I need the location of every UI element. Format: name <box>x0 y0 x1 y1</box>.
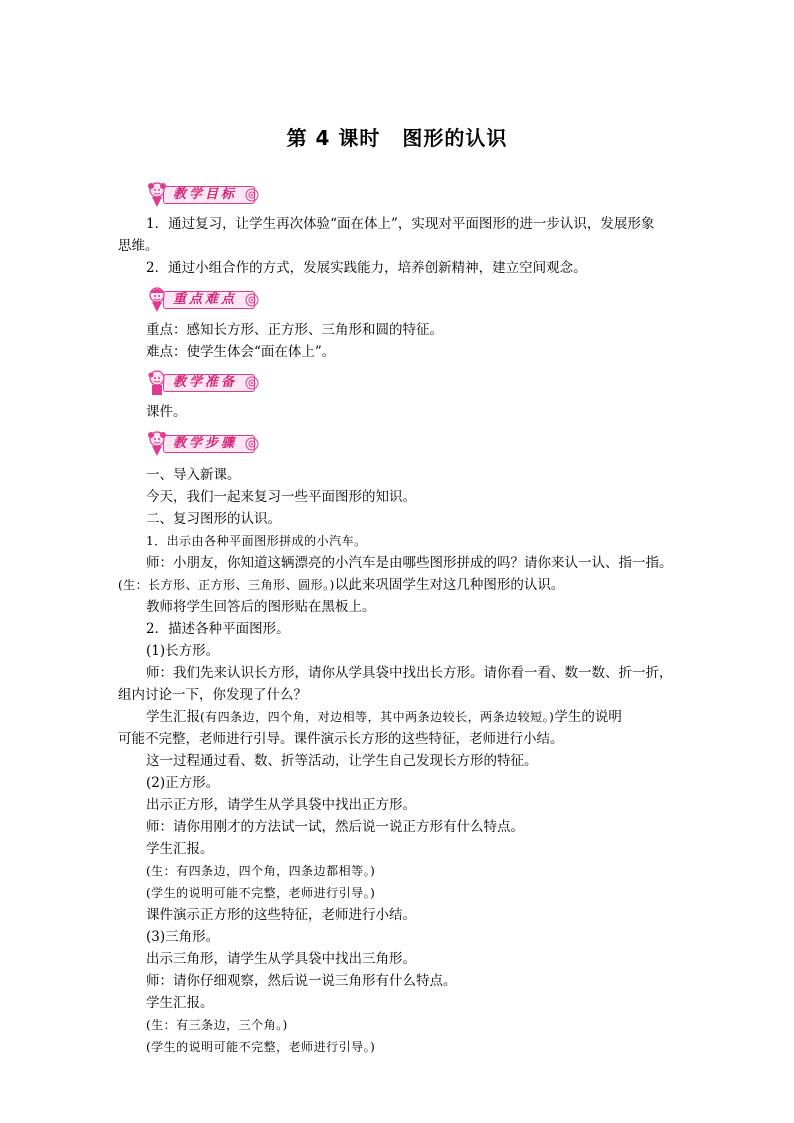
section-title-goals: 教学目标 <box>173 187 238 202</box>
text-line: (学生的说明可能不完整，老师进行引导。) <box>146 1040 376 1054</box>
text-line: 学生汇报(有四条边，四个角，对边相等，其中两条边较长，两条边较短。)学生的说明 <box>146 709 622 725</box>
text-line: 1．出示由各种平面图形拼成的小汽车。 <box>146 534 367 548</box>
text-line: (生：有三条边，三个角。) <box>146 1018 288 1032</box>
section-badge-steps <box>147 432 259 456</box>
text-line: 2．描述各种平面图形。 <box>146 621 290 637</box>
text-line: 学生汇报。 <box>146 995 214 1011</box>
section-title-keypoints: 重点难点 <box>173 292 238 307</box>
girl-mascot-icon <box>147 430 171 458</box>
student-answer: (生：长方形、正方形、三角形、圆形。) <box>118 578 335 592</box>
lesson-number: 第 4 课时 <box>286 126 381 150</box>
text-line: 今天，我们一起来复习一些平面图形的知识。 <box>146 489 416 505</box>
section-badge-goals <box>147 183 259 207</box>
text-line: 师：小朋友，你知道这辆漂亮的小汽车是由哪些图形拼成的吗？请你来认一认、指一指。 <box>146 555 673 571</box>
text-line: 1．通过复习，让学生再次体验“面在体上”，实现对平面图形的进一步认识，发展形象 <box>146 216 655 232</box>
text-line: 教师将学生回答后的图形贴在黑板上。 <box>146 599 376 615</box>
text-line: 这一过程通过看、数、折等活动，让学生自己发现长方形的特征。 <box>146 753 538 769</box>
girl-mascot-icon <box>147 286 171 314</box>
section-title-steps: 教学步骤 <box>173 436 238 451</box>
target-icon <box>245 293 259 307</box>
page-title <box>0 122 794 151</box>
text-line: 难点：使学生体会“面在体上”。 <box>146 344 336 360</box>
text-line: 二、复习图形的认识。 <box>146 511 281 527</box>
text-line: (生：有四条边，四个角，四条边都相等。) <box>146 864 376 878</box>
text-line: 组内讨论一下，你发现了什么？ <box>118 687 307 703</box>
target-icon <box>245 188 259 202</box>
target-icon <box>245 437 259 451</box>
text-line: 学生汇报。 <box>146 841 214 857</box>
text-line: 课件演示正方形的这些特征，老师进行小结。 <box>146 907 416 923</box>
text-line: 重点：感知长方形、正方形、三角形和圆的特征。 <box>146 322 443 338</box>
text-line: (3)三角形。 <box>146 929 220 945</box>
text-line: (生：长方形、正方形、三角形、圆形。)以此来巩固学生对这几种图形的认识。 <box>118 577 565 593</box>
text-line: 出示三角形，请学生从学具袋中找出三角形。 <box>146 951 416 967</box>
text-line: 2．通过小组合作的方式，发展实践能力，培养创新精神，建立空间观念。 <box>146 260 587 276</box>
lesson-topic: 图形的认识 <box>402 126 508 150</box>
text-line: (1)长方形。 <box>146 643 220 659</box>
girl-mascot-icon <box>147 181 171 209</box>
text-line: 课件。 <box>146 404 187 420</box>
text-line: 思维。 <box>118 238 159 254</box>
text-line: (学生的说明可能不完整，老师进行引导。) <box>146 886 376 900</box>
text-line: 出示正方形，请学生从学具袋中找出正方形。 <box>146 797 416 813</box>
section-title-prep: 教学准备 <box>173 375 238 390</box>
text-line: 师：请你用刚才的方法试一试，然后说一说正方形有什么特点。 <box>146 819 524 835</box>
text-line: 可能不完整，老师进行引导。课件演示长方形的这些特征，老师进行小结。 <box>118 731 564 747</box>
student-answer: (有四条边，四个角，对边相等，其中两条边较长，两条边较短。) <box>200 710 555 724</box>
text-line: 师：请你仔细观察，然后说一说三角形有什么特点。 <box>146 973 457 989</box>
girl-mascot-icon <box>147 369 171 397</box>
target-icon <box>245 376 259 390</box>
text-line: 一、导入新课。 <box>146 467 241 483</box>
section-badge-keypoints <box>147 288 259 312</box>
text-line: 师：我们先来认识长方形，请你从学具袋中找出长方形。请你看一看、数一数、折一折， <box>146 665 673 681</box>
text-line: (2)正方形。 <box>146 775 220 791</box>
section-badge-prep <box>147 371 259 395</box>
